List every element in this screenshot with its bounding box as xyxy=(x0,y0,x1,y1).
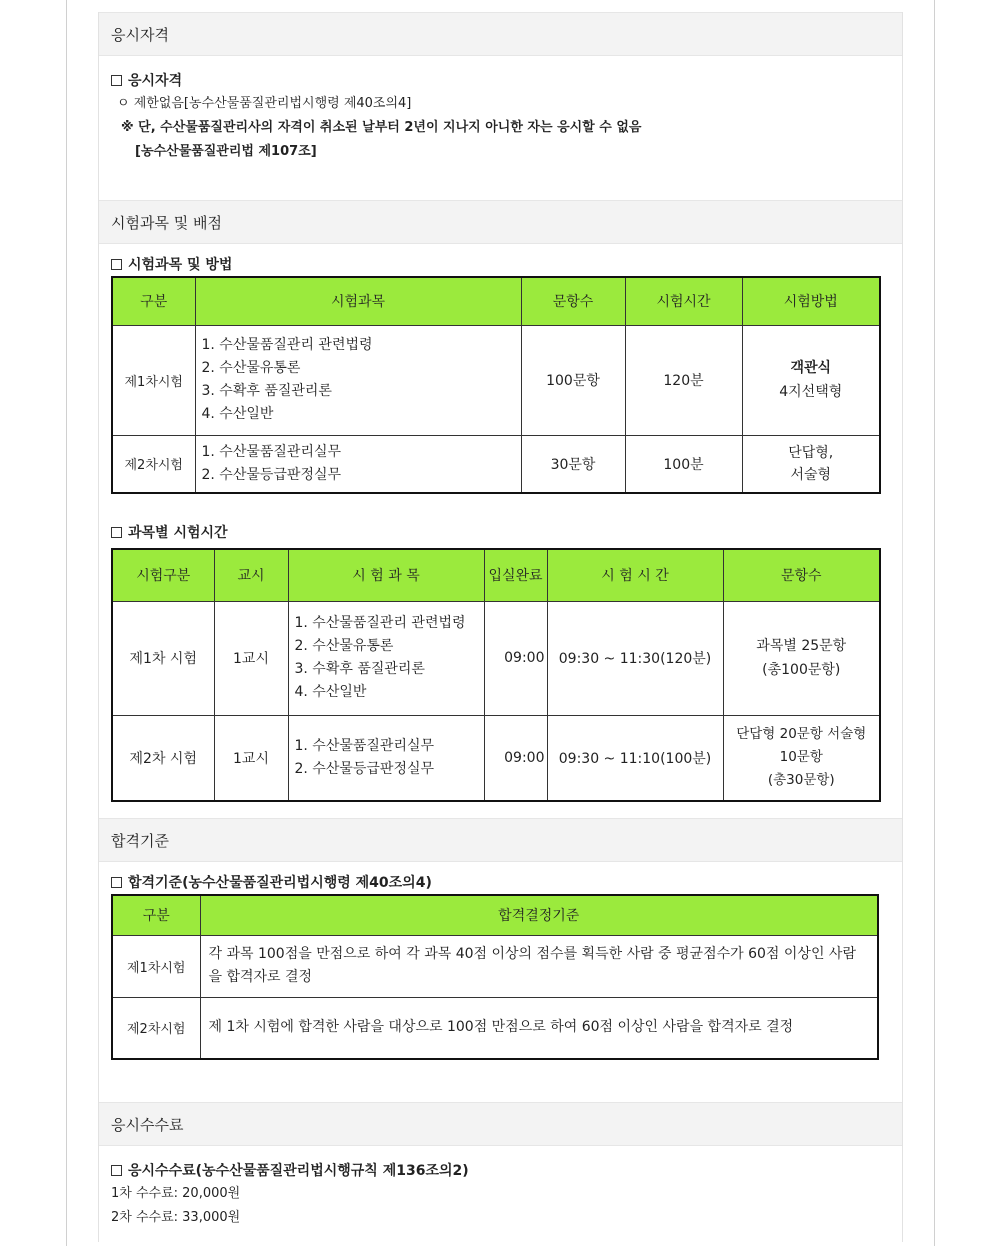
question-count: 단답형 20문항 서술형 10문항 (총30문항) xyxy=(723,715,880,801)
period: 1교시 xyxy=(214,715,288,801)
left-divider xyxy=(66,0,67,1246)
exam-time: 09:30 ~ 11:10(100분) xyxy=(547,715,723,801)
row-type: 제2차시험 xyxy=(112,997,200,1059)
col-header: 시험시간 xyxy=(625,277,742,325)
checkbox-square-icon xyxy=(111,259,122,270)
exam-time: 09:30 ~ 11:30(120분) xyxy=(547,601,723,715)
col-header: 문항수 xyxy=(521,277,625,325)
section-header-subjects: 시험과목 및 배점 xyxy=(99,200,902,244)
checkbox-square-icon xyxy=(111,75,122,86)
subject-list: 1. 수산물품질관리 관련법령 2. 수산물유통론 3. 수확후 품질관리론 4. 수산일반 xyxy=(288,601,484,715)
col-header: 교시 xyxy=(214,549,288,601)
exam-method: 단답형, 서술형 xyxy=(742,435,880,493)
col-header: 시험방법 xyxy=(742,277,880,325)
period: 1교시 xyxy=(214,601,288,715)
eligibility-line-2: ※ 단, 수산물품질관리사의 자격이 취소된 날부터 2년이 지나지 아니한 자는 응시할 수 없음 xyxy=(121,120,642,135)
table-row xyxy=(112,435,880,493)
schedule-table xyxy=(111,548,881,802)
fee-line-1: 1차 수수료: 20,000원 xyxy=(111,1186,241,1201)
table-row xyxy=(112,935,878,997)
section-header-pass: 합격기준 xyxy=(99,818,902,862)
subjects-box-title: 시험과목 및 방법 xyxy=(111,254,890,276)
right-divider xyxy=(934,0,935,1246)
exam-time: 120분 xyxy=(625,325,742,435)
question-count: 30문항 xyxy=(521,435,625,493)
table-row xyxy=(112,997,878,1059)
subject-list: 1. 수산물품질관리실무 2. 수산물등급판정실무 xyxy=(195,435,521,493)
section-header-fee: 응시수수료 xyxy=(99,1102,902,1146)
subjects-table xyxy=(111,276,881,494)
eligibility-box-title: 응시자격 xyxy=(111,70,890,92)
schedule-box-title: 과목별 시험시간 xyxy=(111,522,890,544)
exam-time: 100분 xyxy=(625,435,742,493)
checkbox-square-icon xyxy=(111,1165,122,1176)
row-type: 제2차 시험 xyxy=(112,715,214,801)
pass-table xyxy=(111,894,879,1060)
subject-list: 1. 수산물품질관리실무 2. 수산물등급판정실무 xyxy=(288,715,484,801)
subject-list: 1. 수산물품질관리 관련법령 2. 수산물유통론 3. 수확후 품질관리론 4. 수산일반 xyxy=(195,325,521,435)
eligibility-line-1: ㅇ 제한없음[농수산물품질관리법시행령 제40조의4] xyxy=(117,96,412,111)
table-row xyxy=(112,715,880,801)
col-header: 구분 xyxy=(112,895,200,935)
entry-time: 09:00 xyxy=(484,601,547,715)
pass-criteria: 제 1차 시험에 합격한 사람을 대상으로 100점 만점으로 하여 60점 이상인 사람을 합격자로 결정 xyxy=(200,997,878,1059)
row-type: 제1차시험 xyxy=(112,325,195,435)
section-fee xyxy=(99,1146,902,1242)
col-header: 문항수 xyxy=(723,549,880,601)
col-header: 입실완료 xyxy=(484,549,547,601)
entry-time: 09:00 xyxy=(484,715,547,801)
col-header: 시 험 시 간 xyxy=(547,549,723,601)
checkbox-square-icon xyxy=(111,527,122,538)
eligibility-line-3: [농수산물품질관리법 제107조] xyxy=(135,144,317,159)
col-header: 시 험 과 목 xyxy=(288,549,484,601)
pass-box-title: 합격기준(농수산물품질관리법시행령 제40조의4) xyxy=(111,872,890,894)
table-row xyxy=(112,601,880,715)
fee-box-title: 응시수수료(농수산물품질관리법시행규칙 제136조의2) xyxy=(111,1160,890,1182)
row-type: 제1차 시험 xyxy=(112,601,214,715)
section-eligibility xyxy=(99,56,902,200)
content-panel xyxy=(98,12,903,1242)
section-pass xyxy=(99,862,902,1102)
question-count: 100문항 xyxy=(521,325,625,435)
fee-line-2: 2차 수수료: 33,000원 xyxy=(111,1210,241,1225)
col-header: 시험구분 xyxy=(112,549,214,601)
table-row xyxy=(112,325,880,435)
section-header-eligibility: 응시자격 xyxy=(99,12,902,56)
question-count: 과목별 25문항 (총100문항) xyxy=(723,601,880,715)
col-header: 합격결정기준 xyxy=(200,895,878,935)
exam-method: 객관식 4지선택형 xyxy=(742,325,880,435)
col-header: 시험과목 xyxy=(195,277,521,325)
col-header: 구분 xyxy=(112,277,195,325)
pass-criteria: 각 과목 100점을 만점으로 하여 각 과목 40점 이상의 점수를 획득한 사람 중 평균점수가 60점 이상인 사람을 합격자로 결정 xyxy=(200,935,878,997)
section-subjects xyxy=(99,244,902,818)
row-type: 제1차시험 xyxy=(112,935,200,997)
row-type: 제2차시험 xyxy=(112,435,195,493)
checkbox-square-icon xyxy=(111,877,122,888)
